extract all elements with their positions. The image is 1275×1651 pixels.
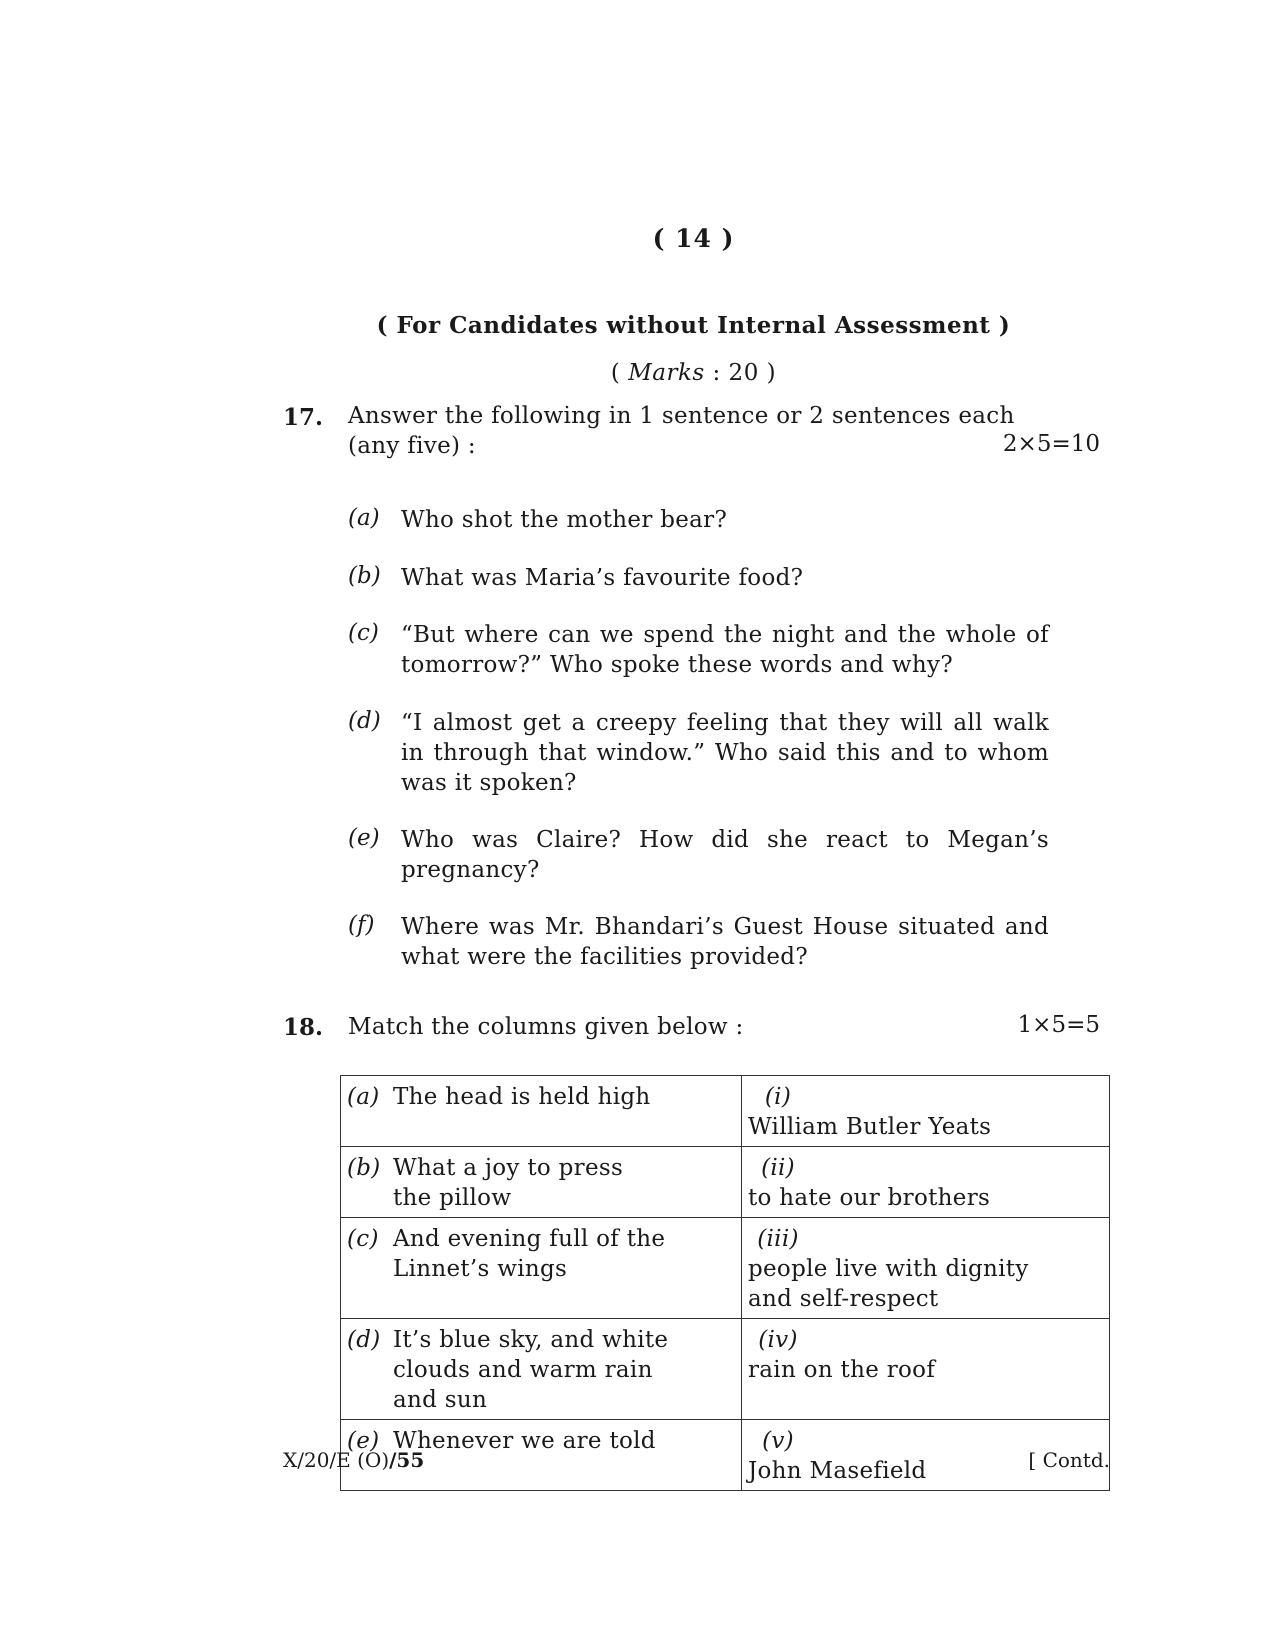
match-row	[341, 1147, 1110, 1218]
q17-sub-text-e: Who was Claire? How did she react to Megan’s pregnancy?	[401, 827, 1049, 883]
q17-sub-text-a: Who shot the mother bear?	[401, 507, 728, 533]
question-18-marks: 1×5=5	[1017, 1012, 1100, 1038]
q17-sub-label-a: (a)	[348, 505, 380, 531]
match-left-cell	[341, 1147, 742, 1218]
match-right-cell	[742, 1319, 1110, 1420]
match-table	[340, 1075, 1110, 1491]
match-left-cell	[341, 1218, 742, 1319]
contd-marker: [ Contd.	[1028, 1448, 1110, 1472]
marks-line: ( Marks : 20 )	[610, 360, 777, 386]
match-left-label: (c)	[347, 1226, 379, 1252]
question-18-text: Match the columns given below :	[348, 1014, 744, 1040]
q17-sub-label-f: (f)	[348, 912, 375, 938]
q17-sub-label-b: (b)	[348, 563, 381, 589]
q17-sub-label-e: (e)	[348, 825, 380, 851]
match-left-text: The head is held high	[393, 1084, 651, 1110]
question-17-marks: 2×5=10	[1002, 431, 1100, 457]
match-left-text: Whenever we are told	[393, 1428, 656, 1454]
q17-sub-label-c: (c)	[348, 620, 379, 646]
match-right-text: to hate our brothers	[748, 1185, 991, 1211]
match-right-cell	[742, 1218, 1110, 1319]
match-right-text: William Butler Yeats	[748, 1114, 992, 1140]
match-left-label: (b)	[347, 1155, 381, 1181]
question-18-number: 18.	[283, 1014, 324, 1041]
match-left-cell	[341, 1319, 742, 1420]
paper-code: X/20/E (O)/55	[283, 1448, 425, 1472]
match-right-label: (v)	[762, 1428, 794, 1454]
match-right-text: people live with dignity and self-respect	[748, 1256, 1029, 1312]
match-right-text: rain on the roof	[748, 1357, 936, 1383]
match-right-cell	[742, 1147, 1110, 1218]
question-17-line2: (any five) :	[348, 433, 476, 459]
marks-label: Marks	[628, 360, 705, 386]
match-left-text: And evening full of the Linnet’s wings	[393, 1226, 666, 1282]
match-right-cell	[742, 1076, 1110, 1147]
match-left-label: (a)	[347, 1084, 380, 1110]
match-right-label: (iii)	[757, 1226, 799, 1252]
match-left-text: It’s blue sky, and white clouds and warm rain and sun	[393, 1327, 669, 1413]
match-row	[341, 1420, 1110, 1491]
section-heading: ( For Candidates without Internal Assessment )	[376, 312, 1011, 339]
match-left-label: (d)	[347, 1327, 381, 1353]
match-left-cell	[341, 1076, 742, 1147]
match-left-label: (e)	[347, 1428, 380, 1454]
match-right-label: (i)	[764, 1084, 792, 1110]
q17-sub-text-c: “But where can we spend the night and the whole of tomorrow?” Who spoke these words and why?	[401, 622, 1049, 678]
q17-sub-text-f: Where was Mr. Bhandari’s Guest House situated and what were the facilities provided?	[401, 914, 1049, 970]
match-row	[341, 1319, 1110, 1420]
match-row	[341, 1218, 1110, 1319]
q17-sub-text-d: “I almost get a creepy feeling that they will all walk in through that window.” Who said this and to whom was it spoken?	[401, 710, 1049, 796]
page-number: ( 14 )	[652, 224, 735, 253]
question-17-line1: Answer the following in 1 sentence or 2 sentences each	[348, 403, 1015, 429]
q17-sub-label-d: (d)	[348, 708, 381, 734]
match-right-label: (iv)	[758, 1327, 798, 1353]
match-right-text: John Masefield	[748, 1458, 927, 1484]
question-17-number: 17.	[283, 404, 324, 431]
q17-sub-text-b: What was Maria’s favourite food?	[401, 565, 804, 591]
match-left-text: What a joy to press the pillow	[393, 1155, 624, 1211]
match-right-label: (ii)	[761, 1155, 795, 1181]
match-row	[341, 1076, 1110, 1147]
